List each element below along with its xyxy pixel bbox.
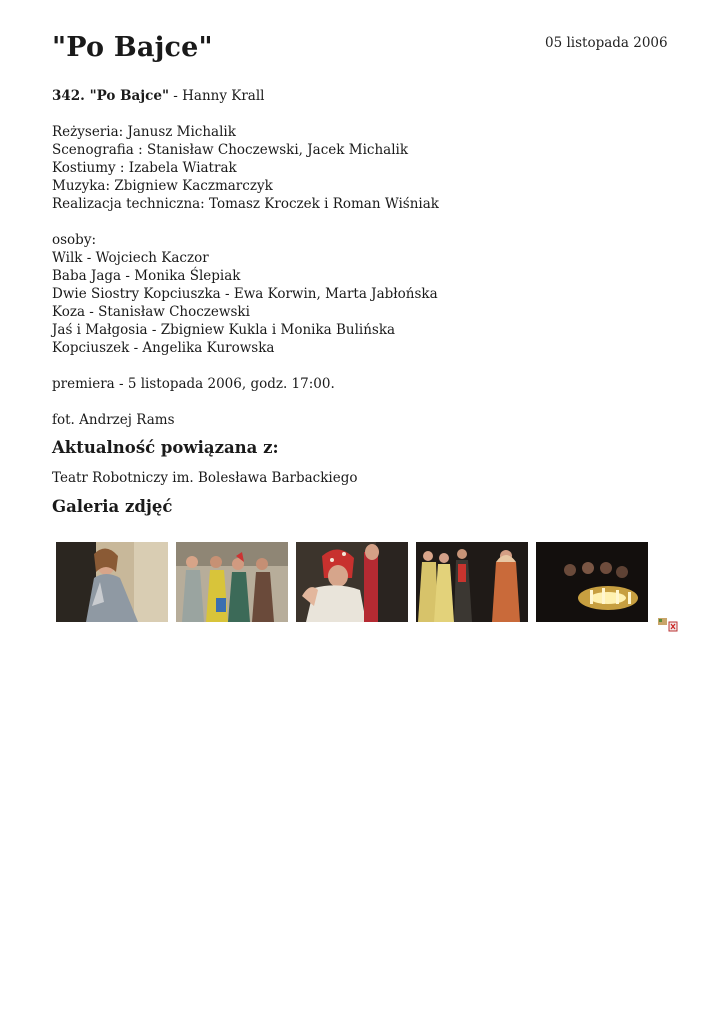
credit-line: Reżyseria: Janusz Michalik	[52, 124, 236, 140]
credit-line: Scenografia : Stanisław Choczewski, Jacek Michalik	[52, 142, 409, 158]
cast-line: Dwie Siostry Kopciuszka - Ewa Korwin, Marta Jabłońska	[52, 286, 438, 302]
play-number-title: 342. "Po Bajce"	[52, 88, 169, 104]
broken-image-icon	[658, 617, 678, 631]
play-author: - Hanny Krall	[169, 88, 265, 104]
gallery-photo-1[interactable]	[56, 542, 168, 622]
cast-line: Kopciuszek - Angelika Kurowska	[52, 340, 275, 356]
photo-credit: fot. Andrzej Rams	[52, 412, 175, 428]
gallery-photo-2[interactable]	[176, 542, 288, 622]
credit-line: Realizacja techniczna: Tomasz Kroczek i Roman Wiśniak	[52, 196, 439, 212]
cast-label: osoby:	[52, 232, 97, 248]
related-heading: Aktualność powiązana z:	[52, 438, 279, 457]
cast-line: Baba Jaga - Monika Ślepiak	[52, 268, 241, 284]
related-link[interactable]: Teatr Robotniczy im. Bolesława Barbackiego	[52, 470, 358, 486]
cast-line: Jaś i Małgosia - Zbigniew Kukla i Monika Bulińska	[52, 322, 396, 338]
photo-gallery	[56, 542, 648, 622]
cast-line: Koza - Stanisław Choczewski	[52, 304, 250, 320]
play-heading	[52, 87, 672, 105]
credit-line: Kostiumy : Izabela Wiatrak	[52, 160, 237, 176]
premiere-info: premiera - 5 listopada 2006, godz. 17:00.	[52, 376, 335, 392]
page-title: "Po Bajce"	[52, 32, 213, 63]
gallery-heading: Galeria zdjęć	[52, 497, 173, 516]
cast-line: Wilk - Wojciech Kaczor	[52, 250, 209, 266]
credit-line: Muzyka: Zbigniew Kaczmarczyk	[52, 178, 273, 194]
gallery-photo-4[interactable]	[416, 542, 528, 622]
article-body	[52, 87, 672, 518]
publication-date: 05 listopada 2006	[545, 35, 668, 51]
gallery-photo-5[interactable]	[536, 542, 648, 622]
gallery-photo-3[interactable]	[296, 542, 408, 622]
